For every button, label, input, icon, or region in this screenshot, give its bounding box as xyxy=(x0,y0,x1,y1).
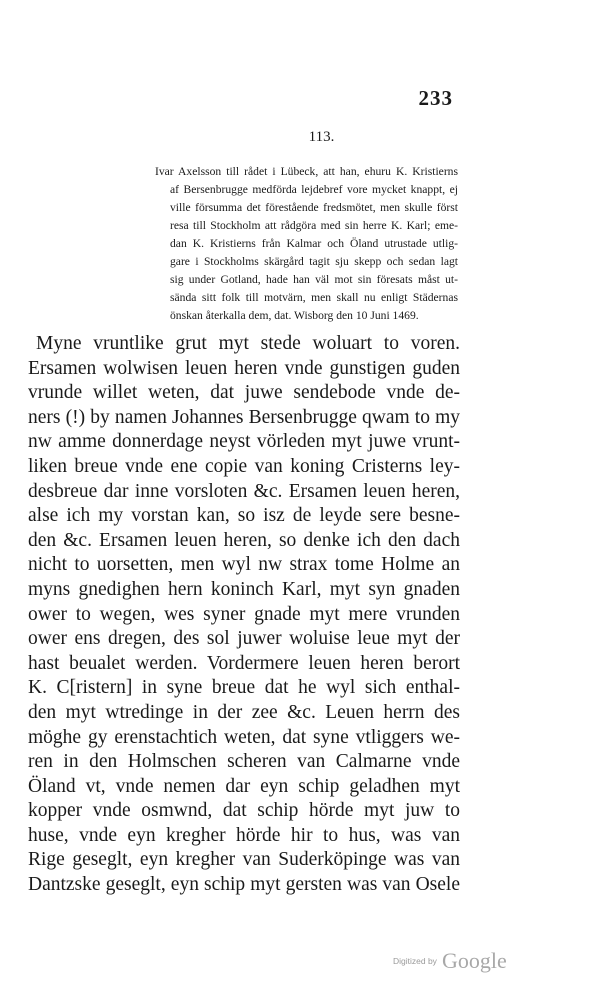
body-line: ners (!) by namen Johannes Bersenbrugge qwam to my xyxy=(28,406,460,428)
summary-line: sända sitt folk till motvärn, men skall nu enligt Städernas xyxy=(170,291,458,304)
summary-line: önskan återkalla dem, dat. Wisborg den 10 Juni 1469. xyxy=(170,309,419,322)
body-line: Öland vt, vnde nemen dar eyn schip geladhen myt xyxy=(28,775,460,797)
body-line: vrunde willet weten, dat juwe sendebode vnde de- xyxy=(28,382,460,404)
body-line: Rige geseglt, eyn kregher van Suderköpinge was van xyxy=(28,849,460,871)
letter-summary xyxy=(155,163,458,325)
body-line: Myne vruntlike grut myt stede woluart to voren. xyxy=(36,333,460,354)
body-line: kopper vnde osmwnd, dat schip hörde myt juw to xyxy=(28,800,460,822)
summary-line: resa till Stockholm att rådgöra med sin herre K. Karl; eme- xyxy=(170,219,458,232)
body-line: den &c. Ersamen leuen heren, so denke ich den dach xyxy=(28,529,460,551)
body-line: möghe gy erenstachtich weten, dat syne vtliggers we- xyxy=(28,726,460,748)
summary-line: af Bersenbrugge medförda lejdebref vore mycket knappt, ej xyxy=(170,183,458,196)
body-line: myns gnedighen hern koninch Karl, myt syn gnaden xyxy=(28,578,460,600)
summary-line: Ivar Axelsson till rådet i Lübeck, att han, ehuru K. Kristierns xyxy=(155,165,458,178)
summary-line: ville försumma det förestående fredsmötet, men skulle först xyxy=(170,201,458,214)
body-line: Ersamen wolwisen leuen heren vnde gunstigen guden xyxy=(28,357,460,379)
body-line: K. C[ristern] in syne breue dat he wyl sich enthal- xyxy=(28,677,460,699)
summary-line: dan K. Kristierns från Kalmar och Öland utrustade utlig- xyxy=(170,237,458,250)
body-line: ower to wegen, wes syner gnade myt mere vrunden xyxy=(28,603,460,625)
body-line: den myt wtredinge in der zee &c. Leuen herrn des xyxy=(28,701,460,723)
body-line: hast beualet werden. Vordermere leuen heren berort xyxy=(28,652,460,674)
digitized-by-label: Digitized by xyxy=(393,956,437,966)
body-line: liken breue vnde ene copie van koning Cristerns ley- xyxy=(28,455,460,477)
body-line: nicht to uorsetten, men wyl nw strax tome Holme an xyxy=(28,554,460,576)
body-line: ower ens dregen, des sol juwer woluise leue myt der xyxy=(28,628,460,650)
summary-line: sig under Gotland, hade han väl mot sin föresats måst ut- xyxy=(170,273,458,286)
letter-number: 113. xyxy=(308,129,335,145)
letter-body xyxy=(28,332,460,898)
google-logo: Google xyxy=(442,948,507,973)
body-line: desbreue dar inne vorsloten &c. Ersamen leuen heren, xyxy=(28,480,460,502)
summary-line: gare i Stockholms skärgård tagit sju skepp och sedan lagt xyxy=(170,255,458,268)
google-watermark xyxy=(393,948,507,974)
body-line: alse ich my vorstan kan, so isz de leyde sere besne- xyxy=(28,505,460,527)
body-line: ren in den Holmschen scheren van Calmarne vnde xyxy=(28,751,460,773)
body-line: Dantzske geseglt, eyn schip myt gersten was van Osele xyxy=(28,874,460,896)
body-line: nw amme donnerdage neyst vörleden myt juwe vrunt- xyxy=(28,431,460,453)
body-line: huse, vnde eyn kregher hörde hir to hus, was van xyxy=(28,824,460,846)
page-number: 233 xyxy=(418,86,453,110)
